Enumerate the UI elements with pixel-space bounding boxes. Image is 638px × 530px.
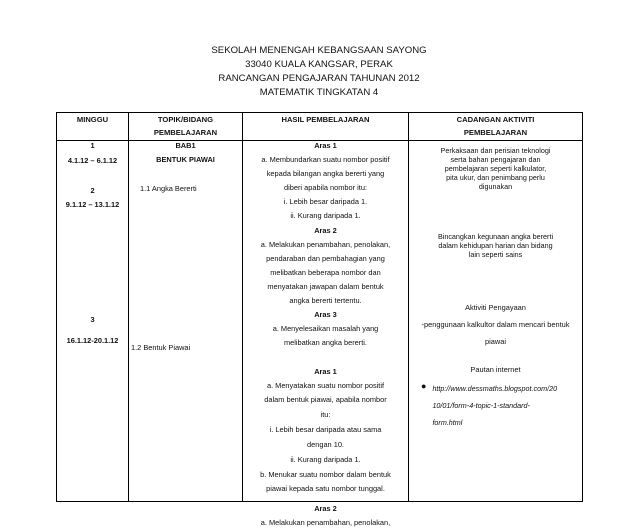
plan-title: RANCANGAN PENGAJARAN TAHUNAN 2012 [218, 73, 420, 84]
outcome-line: menyatakan jawapan dalam bentuk [267, 282, 384, 291]
document-header [0, 44, 638, 100]
outcome-line: dalam bentuk piawai, apabila nombor [264, 395, 387, 404]
outcome-line: pendaraban dan pembahagian yang [266, 254, 385, 263]
link-list [409, 380, 582, 431]
outcome-line: i. Lebih besar daripada atau sama [269, 425, 382, 434]
outcome-line: b. Menukar suatu nombor dalam bentuk [260, 470, 391, 479]
outcome-line: a. Menyelesaikan masalah yang [272, 324, 379, 333]
school-name: SEKOLAH MENENGAH KEBANGSAAN SAYONG [211, 45, 427, 56]
outcome-line: itu: [320, 410, 331, 419]
level-label: Aras 1 [314, 141, 337, 150]
header-topik: TOPIK/BIDANG PEMBELAJARAN [129, 113, 243, 141]
subtopic-2: 1.2 Bentuk Piawai [131, 343, 191, 352]
week-dates: 9.1.12 – 13.1.12 [65, 200, 120, 209]
school-address: 33040 KUALA KANGSAR, PERAK [245, 59, 393, 70]
week-number: 1 [90, 141, 95, 150]
outcome-line: i. Lebih besar daripada 1. [283, 197, 368, 206]
outcome-line: melibatkan angka bererti. [284, 338, 367, 347]
lesson-plan-table [56, 112, 583, 527]
activity-line: -penggunaan kalkultor dalam mencari bentuk [421, 320, 570, 329]
enrichment-title: Aktiviti Pengayaan [465, 303, 526, 312]
activity-line: piawai [485, 337, 506, 346]
minggu-cell [57, 141, 129, 502]
internet-link-title: Pautan internet [470, 365, 521, 374]
cadangan-cell [409, 141, 583, 502]
level-label: Aras 2 [314, 226, 337, 235]
level-label: Aras 2 [314, 504, 337, 513]
header-hasil: HASIL PEMBELAJARAN [243, 113, 409, 141]
chapter-title: BENTUK PIAWAI [156, 155, 215, 164]
outcome-line: melibatkan beberapa nombor dan [270, 268, 381, 277]
week-number: 2 [90, 186, 95, 195]
activity-line: digunakan [478, 182, 513, 191]
level-label: Aras 1 [314, 367, 337, 376]
subtopic-1: 1.1 Angka Bererti [140, 184, 197, 193]
outcome-line: ii. Kurang daripada 1. [290, 211, 361, 220]
outcome-line: ii. Kurang daripada 1. [290, 455, 361, 464]
chapter-number: BAB1 [175, 141, 196, 150]
header-cadangan: CADANGAN AKTIVITI PEMBELAJARAN [409, 113, 583, 141]
outcome-line: angka bererti tertentu. [289, 296, 362, 305]
hasil-cell [243, 141, 409, 527]
week-number: 3 [90, 315, 95, 324]
outcome-line: a. Melakukan penambahan, penolakan, [260, 518, 391, 527]
activity-line: serta bahan pengajaran dan [450, 155, 541, 164]
activity-line: Perkaksaan dan perisian teknologi [440, 146, 551, 155]
activity-line: lain seperti sains [468, 250, 523, 259]
level-label: Aras 3 [314, 310, 337, 319]
outcome-line: a. Menyatakan suatu nombor positif [266, 381, 385, 390]
list-item[interactable] [409, 380, 582, 431]
outcome-line: a. Melakukan penambahan, penolakan, [260, 240, 391, 249]
subject-title: MATEMATIK TINGKATAN 4 [259, 87, 379, 98]
week-dates: 16.1.12-20.1.12 [66, 336, 119, 345]
activity-line: dalam kehidupan harian dan bidang [438, 241, 553, 250]
outcome-line: diberi apabila nombor itu: [284, 183, 367, 192]
bullet-icon: ● [421, 381, 427, 391]
outcome-line: dengan 10. [307, 440, 344, 449]
activity-line: pembelajaran seperti kalkulator, [444, 164, 547, 173]
activity-line: Bincangkan kegunaan angka bererti [437, 232, 554, 241]
outcome-line: a. Membundarkan suatu nombor positif [261, 155, 390, 164]
topik-cell [129, 141, 243, 502]
header-minggu: MINGGU [57, 113, 129, 141]
table-row [57, 141, 583, 502]
internet-link[interactable]: http://www.dessmaths.blogspot.com/20 10/01/form-4-topic-1-standard- form.html [432, 384, 558, 427]
outcome-line: piawai kepada satu nombor tunggal. [266, 484, 385, 493]
table-header-row [57, 113, 583, 141]
week-dates: 4.1.12 – 6.1.12 [67, 156, 118, 165]
activity-line: pita ukur, dan penimbang perlu [446, 173, 545, 182]
outcome-line: kepada bilangan angka bererti yang [266, 169, 385, 178]
